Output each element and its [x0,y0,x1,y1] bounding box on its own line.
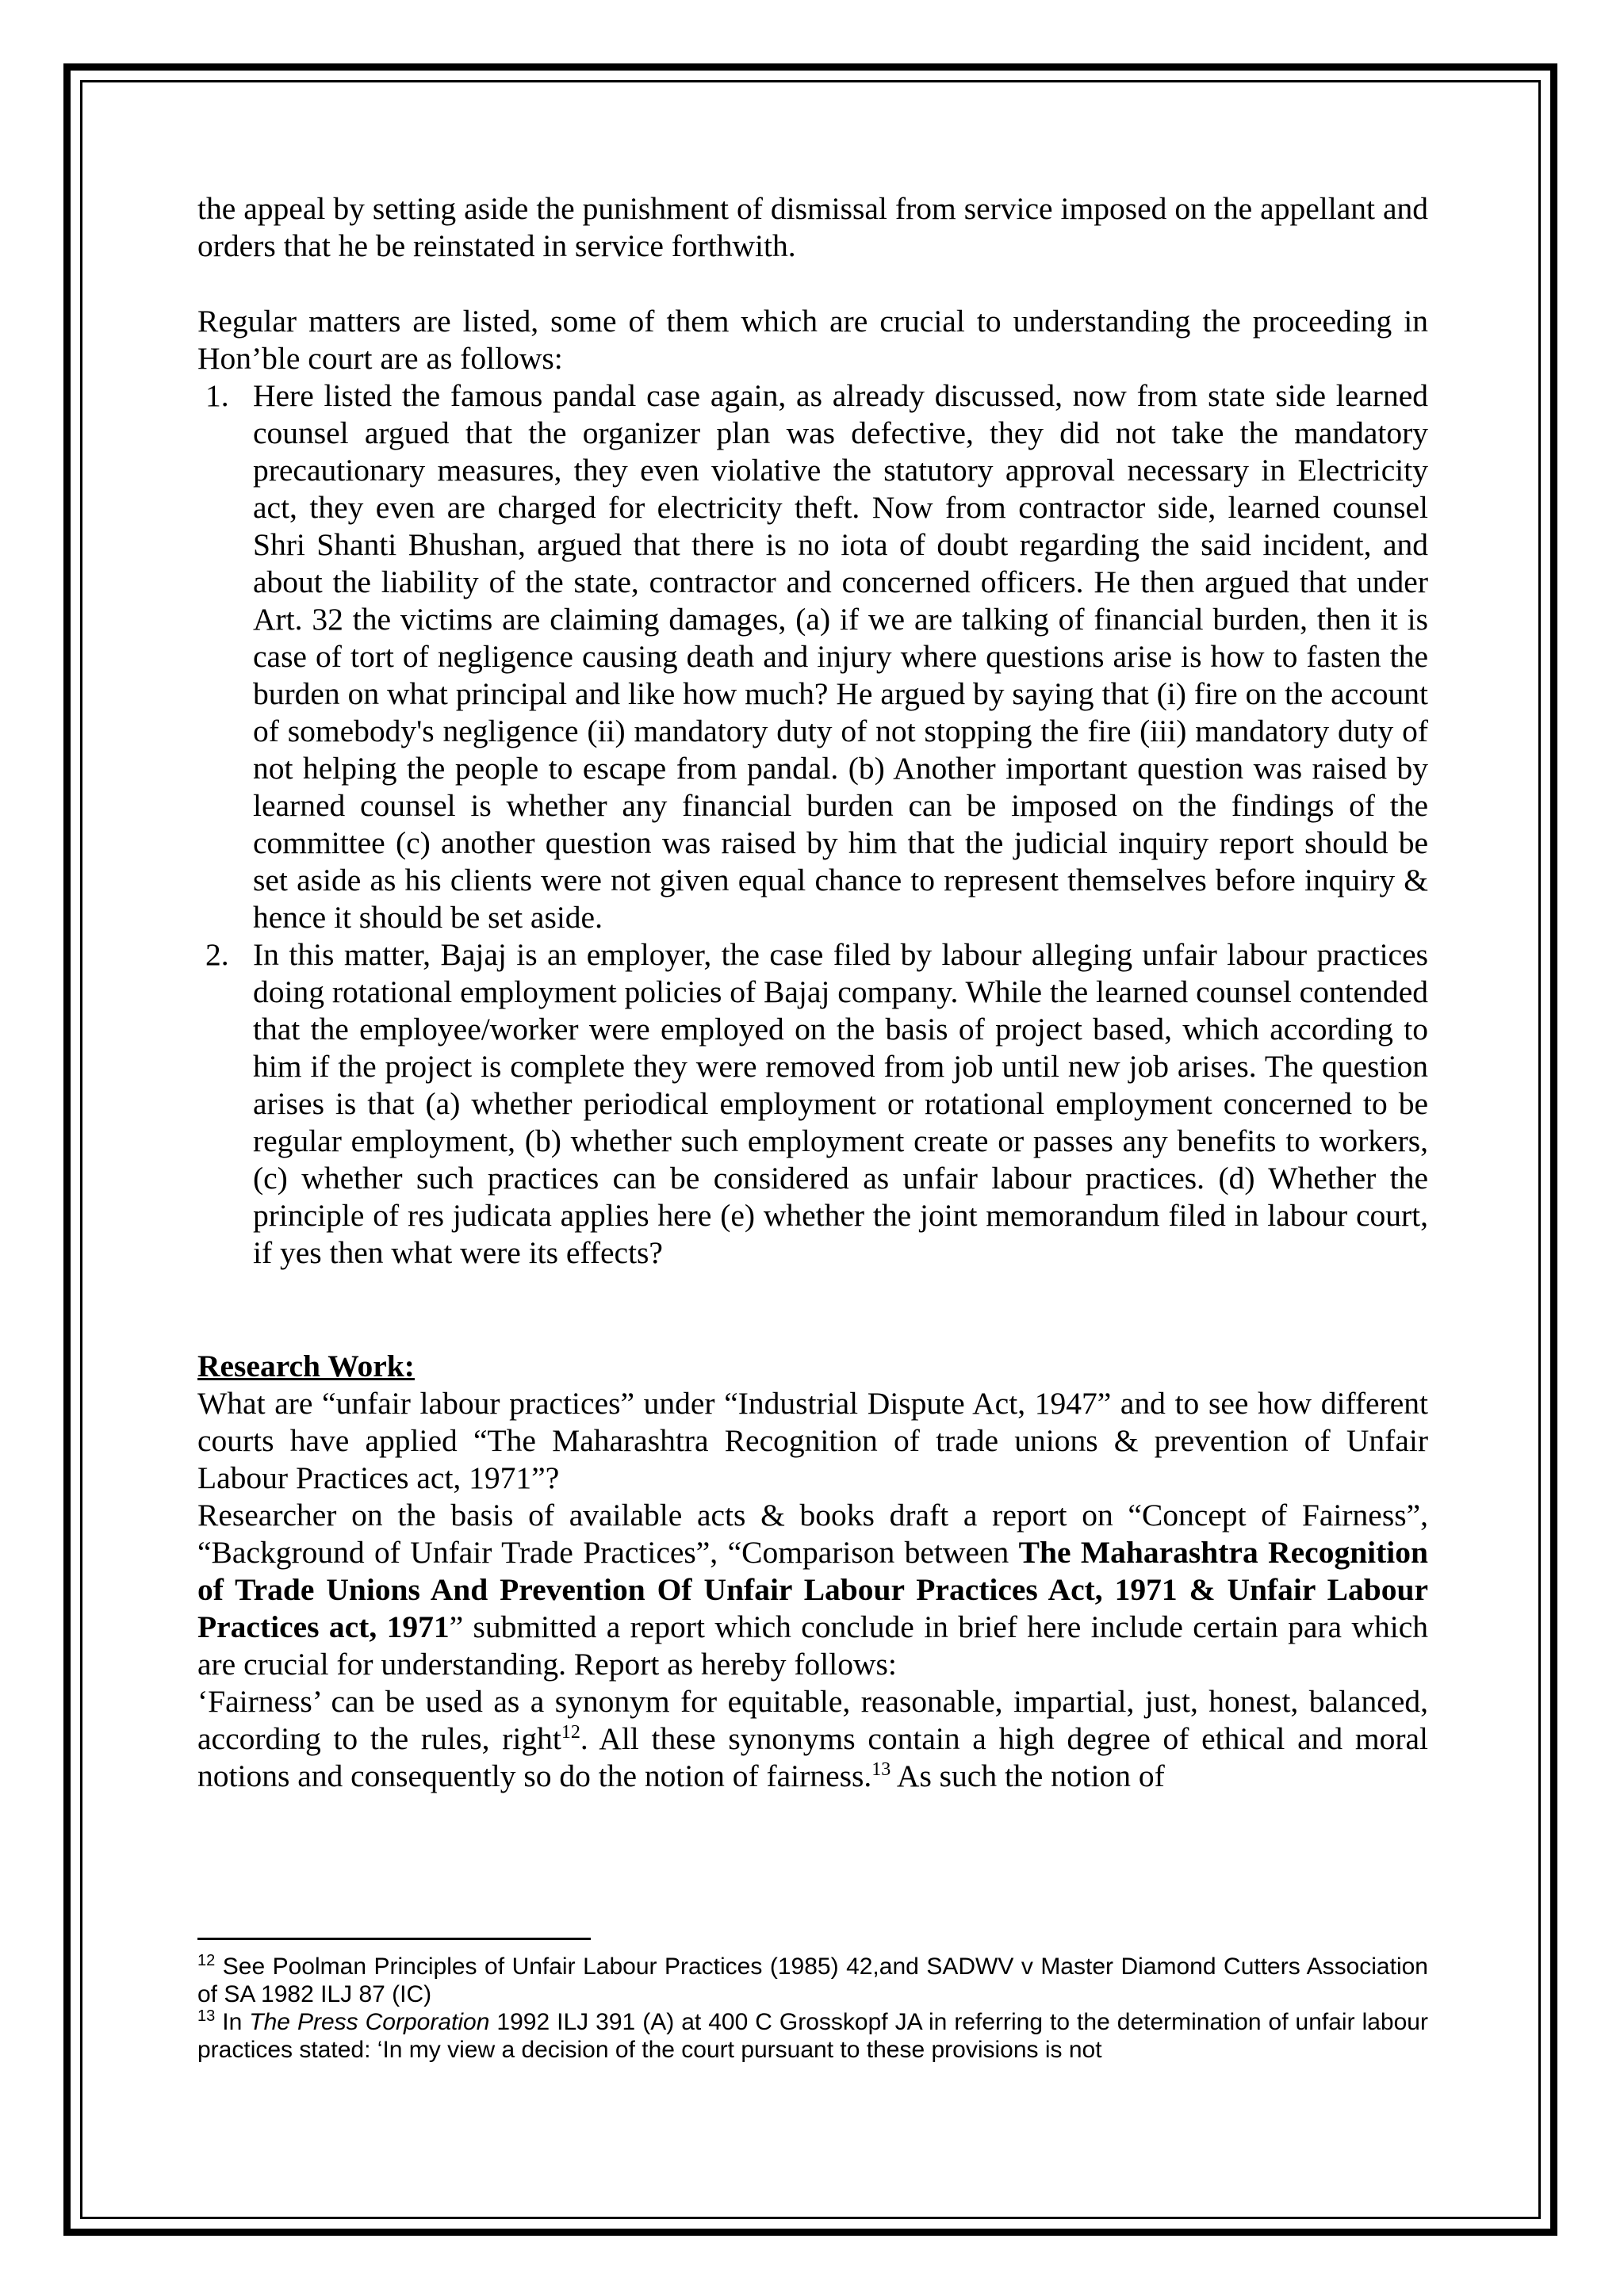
fairness-text-1: ‘Fairness’ can be used as a synonym for equitable, reasonable, impartial, just, honest, balanced, according to the rules, right [197,1684,1428,1756]
research-report-paragraph [197,1497,1428,1683]
document-body [197,190,1428,1795]
list-item [197,936,1428,1272]
regular-matters-intro: Regular matters are listed, some of them which are crucial to understanding the proceeding in Hon’ble court are as follows: [197,304,1428,376]
intro-continuation: the appeal by setting aside the punishment of dismissal from service imposed on the appellant and orders that he be reinstated in service forthwith. [197,191,1428,263]
list-item-text: In this matter, Bajaj is an employer, the case filed by labour alleging unfair labour practices doing rotational employment policies of Bajaj company. While the learned counsel contended that the employee/worker were employed on the basis of project based, which according to him if the project is complete they were removed from job until new job arises. The question arises is that (a) whether periodical employment or rotational employment concerned to be regular employment, (b) whether such employment create or passes any benefits to workers, (c) whether such practices can be considered as unfair labour practices. (d) Whether the principle of res judicata applies here (e) whether the joint memorandum filed in labour court, if yes then what were its effects? [253,937,1428,1270]
footnote-text-post: 1992 ILJ 391 (A) at 400 C Grosskopf JA in referring to the determination of unfair labour practices stated: ‘In my view a decision of the court pursuant to these provisions is not [197,2009,1428,2063]
report-text-start: Researcher on the basis of available acts & books draft a report on “Concept of Fairness”, “Background of Unfair Trade Practices”, “Comparison between [197,1498,1428,1570]
footnote-text-pre: In [215,2009,250,2035]
list-item [197,377,1428,936]
fairness-paragraph [197,1683,1428,1795]
research-heading: Research Work: [197,1349,415,1383]
matters-list [197,377,1428,1272]
footnote-case-name: The Press Corporation [249,2009,490,2035]
footnote-13 [197,2008,1428,2064]
footnote-separator [197,1938,591,1940]
footnote-ref-13[interactable]: 13 [871,1758,891,1780]
report-text-end: ” submitted a report which conclude in brief here include certain para which are crucial for understanding. Report as hereby follows: [197,1609,1428,1682]
list-item-number: 1. [205,378,229,413]
footnote-mark: 12 [197,1952,216,1969]
list-item-text: Here listed the famous pandal case again, as already discussed, now from state side learned counsel argued that the organizer plan was defective, they did not take the mandatory precautionary measures, they even violative the statutory approval necessary in Electricity act, they even are charged for electricity theft. Now from contractor side, learned counsel Shri Shanti Bhushan, argued that there is no iota of doubt regarding the said incident, and about the liability of the state, contractor and concerned officers. He then argued that under Art. 32 the victims are claiming damages, (a) if we are talking of financial burden, then it is case of tort of negligence causing death and injury where questions arise is how to fasten the burden on what principal and like how much? He argued by saying that (i) fire on the account of somebody's negligence (ii) mandatory duty of not stopping the fire (iii) mandatory duty of not helping the people to escape from pandal. (b) Another important question was raised by learned counsel is whether any financial burden can be imposed on the findings of the committee (c) another question was raised by him that the judicial inquiry report should be set aside as his clients were not given equal chance to represent themselves before inquiry & hence it should be set aside. [253,378,1428,935]
research-question: What are “unfair labour practices” under “Industrial Dispute Act, 1947” and to see how different courts have applied “The Maharashtra Recognition of trade unions & prevention of Unfair Labour Practices act, 1971”? [197,1386,1428,1495]
fairness-text-2: . All these synonyms contain a high degree of ethical and moral notions and consequently so do the notion of fairness. [197,1721,1429,1793]
footnote-12 [197,1953,1428,2008]
footnotes [197,1953,1428,2064]
fairness-text-3: As such the notion of [891,1758,1165,1793]
footnote-ref-12[interactable]: 12 [561,1721,580,1743]
list-item-number: 2. [205,937,229,972]
footnote-mark: 13 [197,2007,216,2025]
report-act-title: The Maharashtra Recognition of Trade Unions And Prevention Of Unfair Labour Practices Act, 1971 & Unfair Labour Practices act, 1971 [197,1535,1428,1644]
footnote-text: See Poolman Principles of Unfair Labour Practices (1985) 42,and SADWV v Master Diamond Cutters Association of SA 1982 ILJ 87 (IC) [197,1954,1428,2007]
